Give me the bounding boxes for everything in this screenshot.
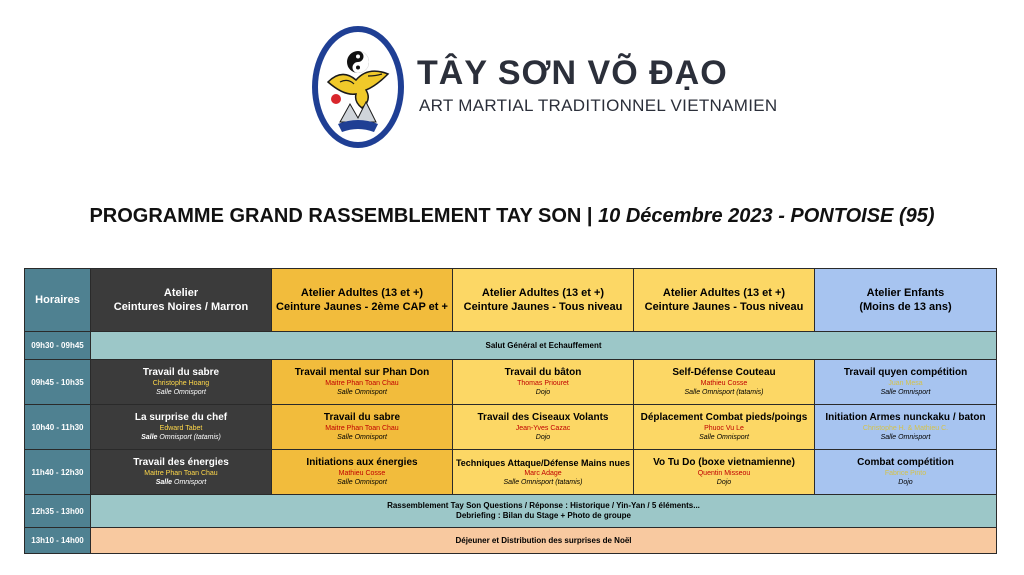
location: Salle Omnisport (tatamis) [684, 389, 764, 396]
time-slot: 12h35 - 13h00 [25, 495, 91, 528]
header-adults-all-b [634, 269, 815, 332]
instructor: Maitre Phan Toan Chau [325, 425, 399, 432]
activity-title: Travail du sabre [142, 367, 220, 378]
header-line: Atelier [163, 287, 199, 299]
activity-title: Self-Défense Couteau [672, 367, 776, 378]
instructor: Christophe Hoang [152, 380, 210, 387]
location: Salle Omnisport [337, 434, 387, 441]
instructor: Quentin Misseou [697, 470, 751, 477]
activity-title: Techniques Attaque/Défense Mains nues [455, 458, 631, 468]
location-bold: Salle [141, 434, 158, 441]
time-slot: 13h10 - 14h00 [25, 528, 91, 554]
instructor: Thomas Priouret [517, 380, 569, 387]
activity-title: Combat compétition [857, 457, 954, 468]
instructor: Mathieu Cosse [700, 380, 748, 387]
location: Dojo [716, 479, 732, 486]
instructor: Maitre Phan Toan Chau [325, 380, 399, 387]
session-cell [91, 405, 272, 450]
title-main: PROGRAMME GRAND RASSEMBLEMENT TAY SON | [89, 205, 599, 227]
session-cell [453, 360, 634, 405]
location-bold: Salle [155, 479, 173, 486]
span-activity [91, 495, 997, 528]
instructor: Maitre Phan Toan Chau [144, 470, 218, 477]
location [93, 433, 269, 442]
session-cell [91, 360, 272, 405]
header-line: Atelier Adultes (13 et +) [481, 287, 605, 299]
session-cell [815, 450, 997, 495]
session-cell [453, 450, 634, 495]
location: Salle Omnisport [337, 389, 387, 396]
time-slot: 09h30 - 09h45 [25, 332, 91, 360]
location: Dojo [535, 434, 551, 441]
location [93, 478, 269, 487]
table-row [25, 450, 997, 495]
session-cell [634, 405, 815, 450]
session-cell [815, 360, 997, 405]
activity-title: Travail du bâton [504, 367, 582, 378]
table-row [25, 528, 997, 554]
instructor: Edward Tabet [159, 425, 203, 432]
activity-title: Travail du sabre [323, 412, 401, 423]
location: Salle Omnisport (tatamis) [503, 479, 583, 486]
header-line: Ceinture Jaunes - 2ème CAP et + [276, 301, 448, 313]
session-cell [91, 450, 272, 495]
header-adults-all-a [453, 269, 634, 332]
span-line: Rassemblement Tay Son Questions / Réponse : Historique / Yin-Yan / 5 éléments... [387, 501, 700, 510]
session-cell [634, 360, 815, 405]
header-line: Ceinture Jaunes - Tous niveau [644, 301, 804, 313]
instructor: Mathieu Cosse [338, 470, 386, 477]
header-line: Ceinture Jaunes - Tous niveau [463, 301, 623, 313]
session-cell [272, 450, 453, 495]
table-row [25, 405, 997, 450]
activity-title: Déplacement Combat pieds/poings [640, 412, 808, 423]
time-slot: 10h40 - 11h30 [25, 405, 91, 450]
header-line: Ceintures Noires / Marron [113, 301, 249, 313]
time-slot: 11h40 - 12h30 [25, 450, 91, 495]
session-cell [634, 450, 815, 495]
header-line: Atelier Enfants [866, 287, 945, 299]
title-date-place: 10 Décembre 2023 - PONTOISE (95) [598, 205, 935, 227]
activity-title: Travail mental sur Phan Don [294, 367, 430, 378]
instructor: Fabrice Pinto [884, 470, 927, 477]
activity-title: Travail quyen compétition [843, 367, 968, 378]
header-children [815, 269, 997, 332]
instructor: Juan Mesa [888, 380, 923, 387]
time-slot: 09h45 - 10h35 [25, 360, 91, 405]
header-adults-advanced [272, 269, 453, 332]
brand-subtitle: ART MARTIAL TRADITIONNEL VIETNAMIEN [419, 96, 778, 115]
header-line: Atelier Adultes (13 et +) [662, 287, 786, 299]
instructor: Marc Adage [524, 470, 562, 477]
session-cell [453, 405, 634, 450]
session-cell [272, 360, 453, 405]
location: Salle Omnisport [699, 434, 749, 441]
header-line: Atelier Adultes (13 et +) [300, 287, 424, 299]
location: Salle Omnisport [156, 389, 206, 396]
eagle-yin-yang-emblem-icon [310, 24, 406, 150]
session-cell [272, 405, 453, 450]
activity-title: Initiation Armes nunckaku / baton [825, 412, 986, 423]
location-rest: Omnisport [174, 479, 207, 486]
activity-title: Travail des Ciseaux Volants [477, 412, 609, 423]
logo [310, 24, 778, 150]
header-row [25, 269, 997, 332]
span-activity: Salut Général et Echauffement [91, 332, 997, 360]
page-title [0, 205, 1024, 228]
session-cell [815, 405, 997, 450]
activity-title: La surprise du chef [134, 412, 228, 423]
location-rest: Omnisport (tatamis) [159, 434, 221, 441]
span-activity: Déjeuner et Distribution des surprises de Noël [91, 528, 997, 554]
table-row [25, 332, 997, 360]
instructor: Jean-Yves Cazac [515, 425, 571, 432]
activity-title: Initiations aux énergies [306, 457, 418, 468]
span-line: Debriefing : Bilan du Stage + Photo de groupe [456, 511, 631, 520]
instructor: Phuoc Vu Le [704, 425, 744, 432]
location: Salle Omnisport [337, 479, 387, 486]
brand-name: TÂY SƠN VÕ ĐẠO [417, 54, 728, 92]
location: Dojo [898, 479, 913, 486]
location: Dojo [535, 389, 551, 396]
activity-title: Travail des énergies [133, 457, 229, 468]
location: Salle Omnisport [880, 389, 931, 396]
schedule-table [24, 268, 997, 554]
header-hours: Horaires [25, 269, 91, 332]
header-line: (Moins de 13 ans) [859, 301, 952, 313]
table-row [25, 360, 997, 405]
location: Salle Omnisport [880, 434, 931, 441]
table-row [25, 495, 997, 528]
header-black-brown [91, 269, 272, 332]
instructor: Christophe H. & Mathieu C. [862, 425, 949, 432]
activity-title: Vo Tu Do (boxe vietnamienne) [653, 457, 795, 468]
